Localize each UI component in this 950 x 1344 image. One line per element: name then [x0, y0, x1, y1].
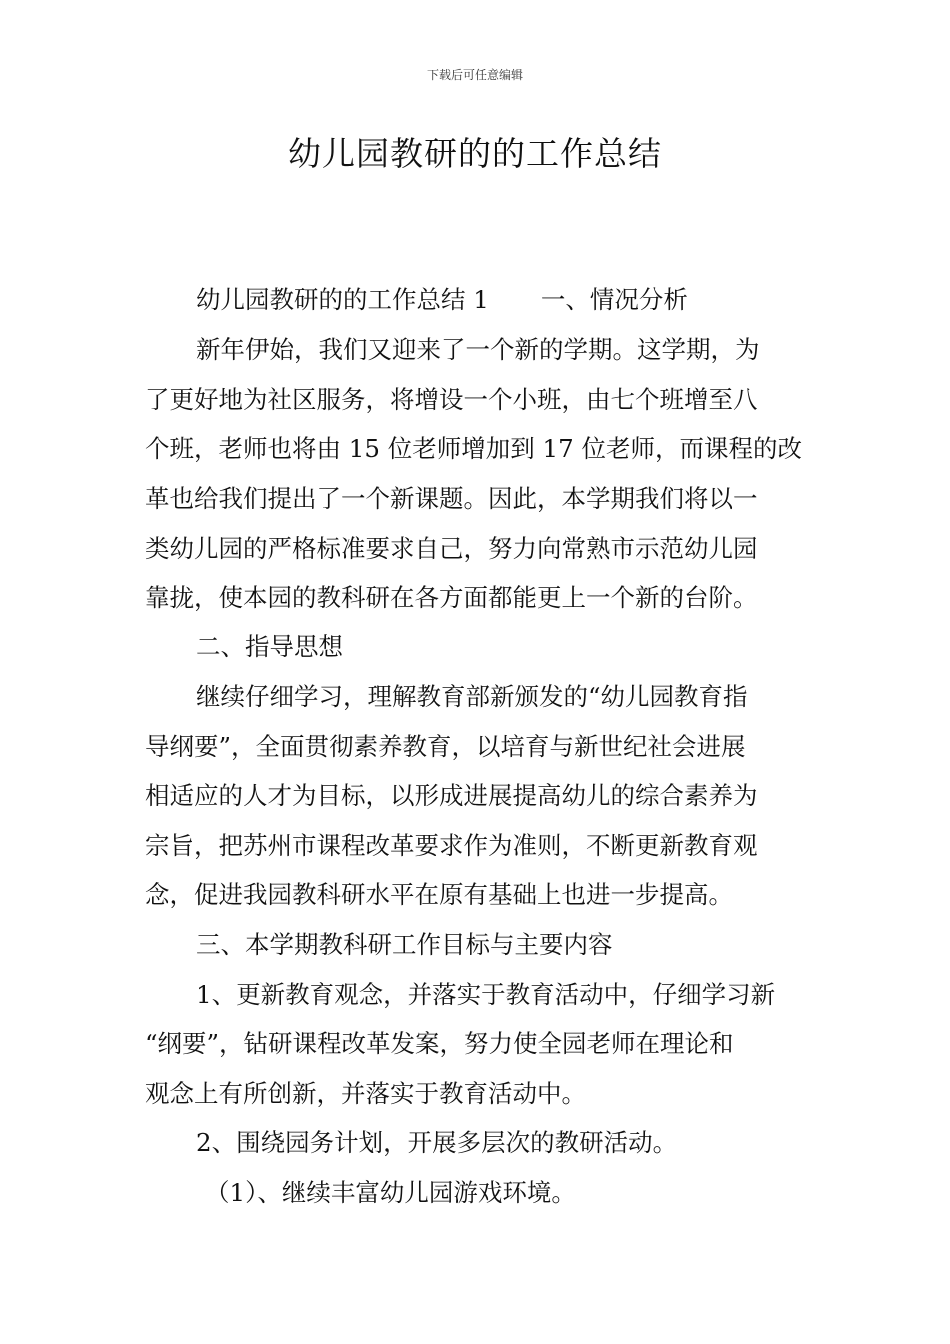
paragraph-line: 革也给我们提出了一个新课题。因此，本学期我们将以一: [145, 484, 758, 513]
subtitle-text: 幼儿园教研的的工作总结 1: [196, 285, 489, 314]
paragraph-line: “纲要”，钻研课程改革发案，努力使全园老师在理论和: [145, 1029, 734, 1058]
paragraph-line: 宗旨，把苏州市课程改革要求作为准则，不断更新教育观: [145, 831, 758, 860]
paragraph-line: 了更好地为社区服务，将增设一个小班，由七个班增至八: [145, 385, 758, 414]
section-heading-line: [196, 283, 868, 317]
header-note: 下载后可任意编辑: [426, 68, 523, 82]
section-two-heading: 二、指导思想: [196, 632, 343, 661]
paragraph-line: 个班，老师也将由 15 位老师增加到 17 位老师，而课程的改: [145, 434, 802, 463]
paragraph-line: 类幼儿园的严格标准要求自己，努力向常熟市示范幼儿园: [145, 534, 758, 563]
section-three-heading: 三、本学期教科研工作目标与主要内容: [196, 930, 613, 959]
paragraph-line: 相适应的人才为目标，以形成进展提高幼儿的综合素养为: [145, 781, 758, 810]
paragraph-line: 1、更新教育观念，并落实于教育活动中，仔细学习新: [196, 980, 776, 1009]
list-item: 2、围绕园务计划，开展多层次的教研活动。: [196, 1128, 678, 1157]
paragraph-line: 观念上有所创新，并落实于教育活动中。: [145, 1079, 586, 1108]
paragraph-line: 继续仔细学习，理解教育部新颁发的“幼儿园教育指: [196, 682, 748, 711]
list-item: （1）、继续丰富幼儿园游戏环境。: [205, 1178, 576, 1207]
paragraph-line: 靠拢，使本园的教科研在各方面都能更上一个新的台阶。: [145, 583, 758, 612]
section-one-heading: 一、情况分析: [540, 285, 688, 314]
paragraph-line: 念，促进我园教科研水平在原有基础上也进一步提高。: [145, 880, 733, 909]
paragraph-line: 新年伊始，我们又迎来了一个新的学期。这学期，为: [196, 335, 760, 364]
document-title: 幼儿园教研的的工作总结: [288, 134, 662, 173]
paragraph-line: 导纲要”，全面贯彻素养教育，以培育与新世纪社会进展: [145, 732, 746, 761]
